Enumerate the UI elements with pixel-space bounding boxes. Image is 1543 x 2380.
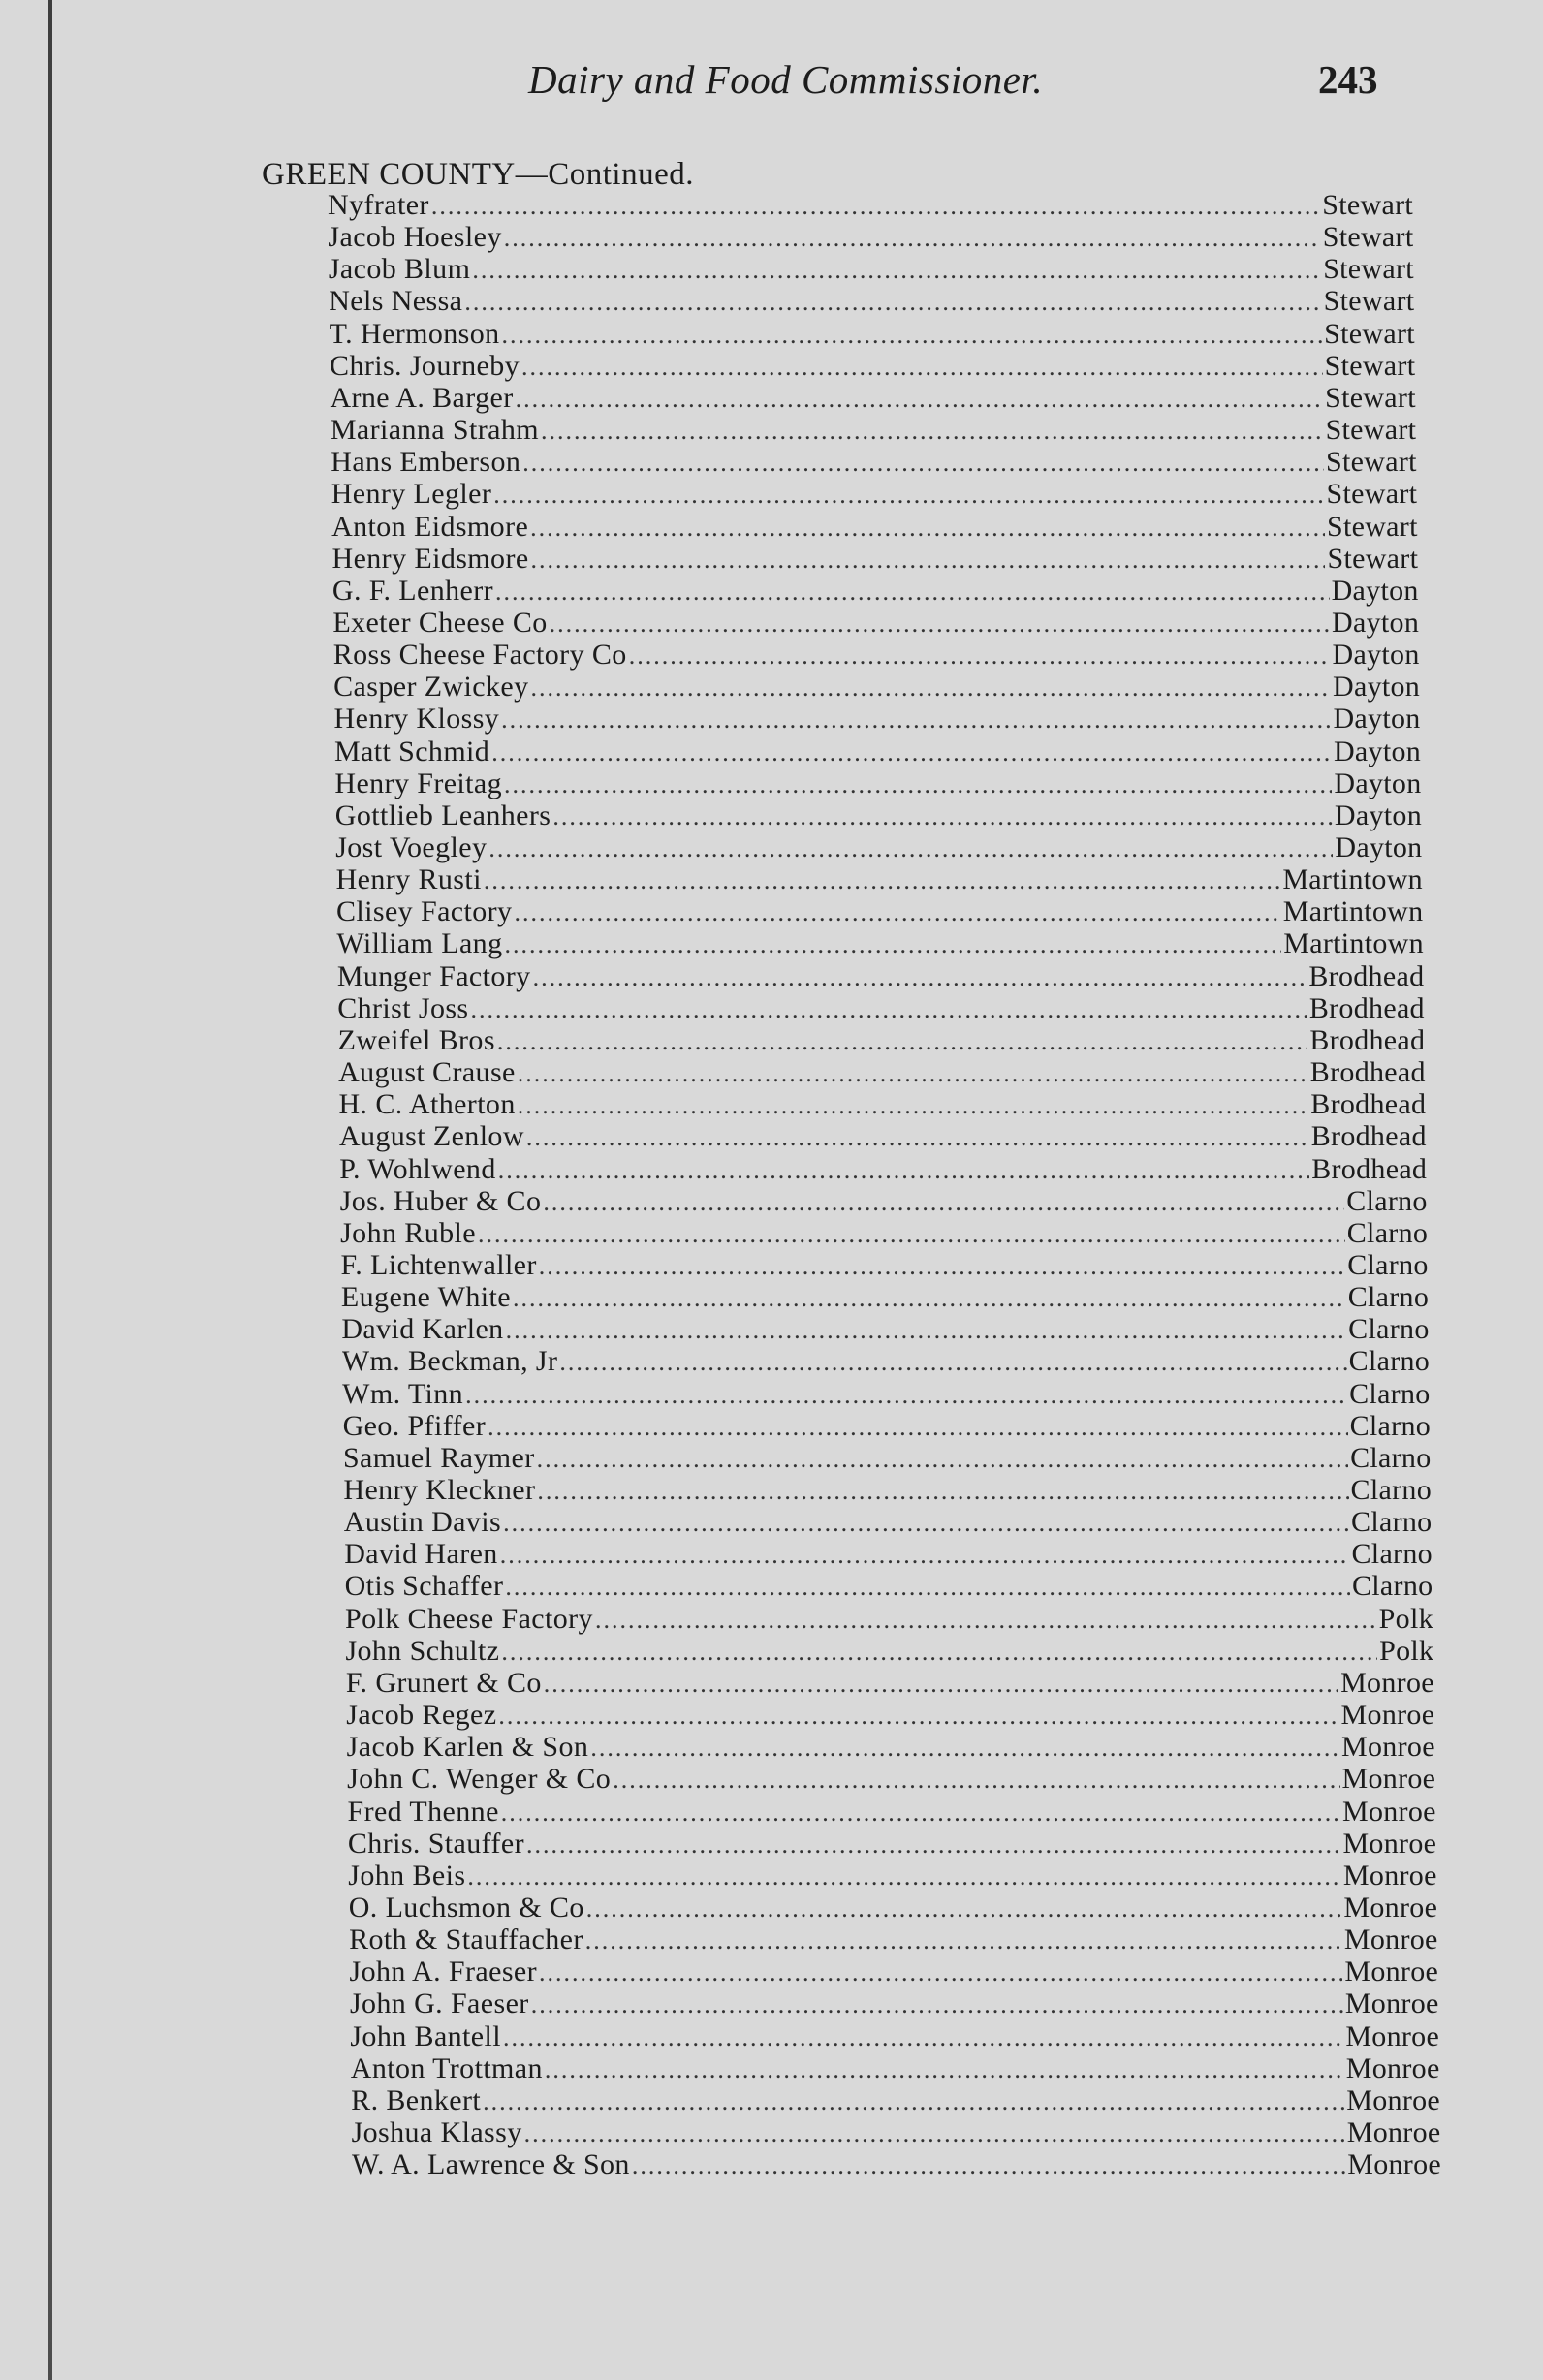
dot-leader	[467, 1861, 1341, 1892]
entry-town: Clarno	[1347, 1281, 1430, 1314]
dot-leader	[613, 1764, 1339, 1795]
entry-name: R. Benkert	[351, 2083, 482, 2116]
running-title: Dairy and Food Commissioner.	[528, 57, 1044, 102]
dot-leader	[541, 415, 1324, 446]
entry-town: Stewart	[1326, 510, 1418, 543]
list-item	[336, 895, 1423, 927]
list-item	[335, 831, 1422, 863]
list-item	[342, 1378, 1430, 1410]
entry-town: Monroe	[1342, 1827, 1437, 1860]
list-item	[347, 1796, 1435, 1828]
dot-leader	[498, 1154, 1309, 1185]
entry-name: John Ruble	[340, 1216, 476, 1249]
entry-name: John G. Faeser	[349, 1988, 529, 2020]
dot-leader	[465, 1379, 1347, 1410]
dot-leader	[531, 672, 1331, 703]
entry-town: Clarno	[1346, 1184, 1428, 1217]
entry-name: Jacob Regez	[346, 1699, 497, 1732]
entry-town: Stewart	[1323, 253, 1414, 286]
entry-name: Chris. Journeby	[330, 349, 520, 382]
entry-town: Monroe	[1345, 2020, 1440, 2052]
entry-town: Dayton	[1334, 799, 1423, 831]
dot-leader	[491, 736, 1332, 767]
entry-town: Monroe	[1344, 1988, 1439, 2020]
entry-town: Monroe	[1343, 1891, 1438, 1924]
entry-name: Polk Cheese Factory	[345, 1602, 593, 1635]
dot-leader	[503, 1507, 1349, 1538]
list-item	[348, 1828, 1436, 1860]
dot-leader	[530, 512, 1325, 543]
list-item	[330, 318, 1415, 350]
dot-leader	[516, 383, 1323, 414]
list-item	[348, 1860, 1436, 1892]
list-item	[338, 1056, 1426, 1088]
entry-name: Geo. Pfiffer	[342, 1409, 487, 1442]
list-item	[333, 671, 1420, 703]
entry-town: Martintown	[1283, 927, 1424, 960]
list-item	[351, 2052, 1440, 2084]
dot-leader	[595, 1604, 1377, 1635]
entry-town: Clarno	[1351, 1506, 1433, 1539]
dot-leader	[504, 768, 1332, 799]
list-item	[350, 1988, 1439, 2020]
entry-town: Clarno	[1349, 1409, 1432, 1442]
entry-town: Dayton	[1333, 703, 1421, 736]
entry-name: Henry Eidsmore	[331, 542, 529, 575]
entry-name: Wm. Beckman, Jr	[341, 1345, 558, 1378]
list-item	[349, 1892, 1437, 1924]
entry-name: Jacob Blum	[328, 253, 471, 286]
entry-name: David Karlen	[341, 1313, 504, 1346]
entry-town: Dayton	[1334, 767, 1422, 799]
dot-leader	[629, 640, 1331, 671]
list-item	[339, 1153, 1427, 1185]
dot-leader	[550, 608, 1330, 639]
entry-name: Jacob Karlen & Son	[346, 1731, 589, 1764]
dot-leader	[483, 2085, 1344, 2116]
dot-leader	[471, 993, 1307, 1024]
dot-leader	[505, 1571, 1350, 1602]
dot-leader	[501, 704, 1331, 735]
list-item	[352, 2116, 1441, 2148]
entry-name: John C. Wenger & Co	[347, 1763, 612, 1796]
list-item	[332, 607, 1419, 639]
entry-name: Fred Thenne	[347, 1795, 499, 1828]
entry-name: P. Wohlwend	[339, 1152, 496, 1185]
entry-town: Dayton	[1332, 671, 1421, 704]
entry-name: Wm. Tinn	[342, 1377, 464, 1410]
dot-leader	[537, 1443, 1348, 1474]
entry-town: Stewart	[1322, 189, 1413, 221]
page-number: 243	[1318, 57, 1378, 102]
entry-name: Christ Joss	[337, 991, 469, 1024]
entry-town: Stewart	[1326, 478, 1418, 511]
dot-leader	[488, 832, 1333, 863]
entry-name: Jos. Huber & Co	[339, 1184, 542, 1217]
dot-leader	[518, 1057, 1308, 1088]
entry-town: Brodhead	[1308, 991, 1425, 1024]
list-item	[334, 767, 1421, 799]
dot-leader	[524, 2117, 1345, 2148]
entry-name: Anton Eidsmore	[331, 510, 529, 543]
dot-leader	[493, 479, 1324, 510]
dot-leader	[539, 1250, 1345, 1281]
list-item	[342, 1345, 1430, 1377]
entry-name: Exeter Cheese Co	[332, 606, 548, 639]
dot-leader	[521, 351, 1323, 382]
entry-town: Clarno	[1348, 1345, 1431, 1378]
list-item	[343, 1410, 1431, 1442]
entry-town: Stewart	[1324, 349, 1416, 382]
entry-town: Clarno	[1351, 1538, 1433, 1571]
list-item	[340, 1185, 1428, 1217]
entry-town: Stewart	[1325, 414, 1417, 447]
entry-town: Clarno	[1348, 1313, 1430, 1346]
dot-leader	[501, 1636, 1377, 1667]
dot-leader	[495, 576, 1330, 607]
dot-leader	[504, 928, 1281, 959]
entry-name: Roth & Stauffacher	[349, 1924, 583, 1957]
dot-leader	[586, 1893, 1342, 1924]
entry-name: Ross Cheese Factory Co	[332, 639, 627, 672]
dot-leader	[559, 1346, 1346, 1377]
entry-town: Polk	[1378, 1602, 1433, 1635]
list-item	[331, 414, 1416, 446]
list-item	[349, 1924, 1438, 1956]
entry-town: Monroe	[1340, 1699, 1435, 1732]
list-item	[352, 2148, 1441, 2180]
dot-leader	[431, 190, 1320, 221]
entry-town: Monroe	[1341, 1763, 1436, 1796]
list-item	[338, 1088, 1426, 1120]
dot-leader	[504, 222, 1321, 253]
entry-town: Stewart	[1323, 285, 1415, 318]
entry-name: F. Grunert & Co	[345, 1666, 542, 1699]
entry-name: August Crause	[338, 1056, 516, 1089]
entry-name: August Zenlow	[338, 1120, 524, 1153]
entry-name: Arne A. Barger	[330, 381, 514, 414]
dot-leader	[501, 1797, 1340, 1828]
entry-name: Nyfrater	[328, 189, 429, 221]
list-item	[343, 1442, 1432, 1474]
list-item	[329, 253, 1414, 285]
entry-town: Brodhead	[1310, 1120, 1427, 1153]
list-item	[330, 382, 1415, 414]
entry-town: Dayton	[1333, 735, 1422, 767]
entry-name: Jost Voegley	[335, 831, 488, 863]
dot-leader	[531, 544, 1326, 575]
entry-town: Clarno	[1351, 1570, 1433, 1603]
entry-name: Samuel Raymer	[342, 1441, 535, 1474]
entry-town: Stewart	[1322, 221, 1414, 254]
dot-leader	[539, 1957, 1342, 1988]
entry-name: Eugene White	[340, 1281, 511, 1314]
list-item	[331, 511, 1418, 543]
entry-town: Brodhead	[1310, 1088, 1427, 1121]
dot-leader	[484, 864, 1280, 895]
entry-town: Brodhead	[1308, 959, 1425, 992]
entry-town: Monroe	[1340, 1666, 1434, 1699]
dot-leader	[632, 2149, 1345, 2180]
list-item	[350, 2020, 1439, 2052]
list-item	[332, 543, 1419, 575]
dot-leader	[503, 2021, 1343, 2052]
dot-leader	[533, 961, 1307, 992]
list-item	[344, 1506, 1433, 1538]
entry-town: Monroe	[1341, 1731, 1435, 1764]
entry-town: Brodhead	[1311, 1152, 1428, 1185]
entry-name: Henry Kleckner	[343, 1474, 536, 1506]
list-item	[347, 1731, 1435, 1763]
entry-town: Brodhead	[1309, 1056, 1426, 1089]
entry-name: Hans Emberson	[331, 446, 521, 479]
entry-name: G. F. Lenherr	[331, 574, 493, 607]
list-item	[346, 1667, 1434, 1699]
dot-leader	[472, 254, 1321, 285]
entry-town: Clarno	[1347, 1248, 1429, 1281]
list-item	[347, 1763, 1435, 1795]
page-binding-edge	[48, 0, 52, 2380]
entry-town: Monroe	[1342, 1859, 1437, 1892]
entry-name: Gottlieb Leanhers	[334, 799, 551, 831]
list-item	[331, 478, 1418, 510]
list-item	[337, 960, 1425, 992]
entry-town: Dayton	[1331, 574, 1419, 607]
list-item	[337, 992, 1425, 1024]
dot-leader	[585, 1925, 1342, 1956]
section-heading: GREEN COUNTY—Continued.	[262, 157, 694, 192]
list-item	[340, 1217, 1428, 1249]
entry-town: Stewart	[1327, 542, 1419, 575]
list-item	[341, 1313, 1429, 1345]
list-item	[344, 1538, 1433, 1570]
entry-name: John Bantell	[350, 2020, 501, 2052]
list-item	[336, 863, 1423, 895]
entry-town: Monroe	[1346, 2116, 1441, 2148]
entry-name: Henry Legler	[331, 478, 492, 511]
entry-town: Monroe	[1345, 2051, 1440, 2084]
list-item	[334, 703, 1421, 735]
list-item	[341, 1281, 1429, 1313]
dot-leader	[514, 896, 1280, 927]
entry-name: H. C. Atherton	[338, 1088, 516, 1121]
entry-name: Clisey Factory	[336, 895, 513, 928]
entry-name: Anton Trottman	[350, 2051, 543, 2084]
list-item	[343, 1474, 1432, 1506]
dot-leader	[488, 1411, 1347, 1442]
dot-leader	[526, 1829, 1340, 1860]
list-item	[336, 927, 1424, 959]
entry-town: Clarno	[1350, 1474, 1432, 1506]
list-item	[346, 1699, 1434, 1731]
entry-name: John Schultz	[345, 1634, 500, 1667]
list-item	[328, 189, 1413, 221]
entry-name: Zweifel Bros	[337, 1023, 495, 1056]
list-item	[334, 736, 1421, 767]
dot-leader	[478, 1218, 1345, 1249]
list-item	[332, 575, 1419, 607]
entry-town: Monroe	[1343, 1924, 1438, 1957]
list-item	[345, 1635, 1433, 1667]
dot-leader	[498, 1700, 1338, 1731]
running-head	[0, 56, 1543, 114]
entry-name: Marianna Strahm	[330, 414, 539, 447]
list-item	[328, 221, 1413, 253]
entry-name: Matt Schmid	[333, 735, 490, 767]
dot-leader	[544, 1668, 1338, 1699]
entry-name: Munger Factory	[336, 959, 531, 992]
entry-town: Monroe	[1347, 2148, 1441, 2181]
entry-town: Clarno	[1349, 1377, 1431, 1410]
dot-leader	[526, 1121, 1309, 1152]
entry-name: John Beis	[348, 1859, 466, 1892]
list-item	[338, 1024, 1426, 1056]
entry-town: Martintown	[1282, 895, 1424, 928]
entry-town: Monroe	[1346, 2083, 1441, 2116]
entry-town: Monroe	[1341, 1795, 1436, 1828]
dot-leader	[545, 2053, 1344, 2084]
entry-town: Dayton	[1332, 606, 1420, 639]
entry-town: Stewart	[1325, 381, 1416, 414]
list-item	[339, 1120, 1427, 1152]
dot-leader	[522, 447, 1324, 478]
dot-leader	[590, 1732, 1339, 1763]
dot-leader	[500, 1539, 1350, 1570]
list-item	[341, 1249, 1429, 1281]
entry-name: David Haren	[344, 1538, 498, 1571]
entry-name: Henry Freitag	[334, 767, 503, 799]
list-item	[351, 2084, 1440, 2116]
entry-name: Jacob Hoesley	[328, 221, 502, 254]
entry-name: John A. Fraeser	[349, 1956, 538, 1989]
dot-leader	[543, 1186, 1344, 1217]
entry-name: Chris. Stauffer	[347, 1827, 524, 1860]
entry-town: Clarno	[1346, 1216, 1429, 1249]
dot-leader	[537, 1475, 1348, 1506]
dot-leader	[513, 1282, 1346, 1313]
entry-town: Brodhead	[1309, 1023, 1426, 1056]
list-item	[350, 1956, 1439, 1988]
list-item	[333, 639, 1420, 671]
dot-leader	[552, 800, 1333, 831]
entry-name: Henry Rusti	[335, 863, 482, 896]
entry-town: Stewart	[1326, 446, 1417, 479]
entry-name: Henry Klossy	[333, 703, 500, 736]
entry-town: Dayton	[1332, 639, 1420, 672]
dot-leader	[506, 1314, 1347, 1345]
list-item	[331, 446, 1417, 478]
dot-leader	[497, 1025, 1307, 1056]
dot-leader	[464, 286, 1321, 317]
list-item	[345, 1603, 1433, 1635]
entry-name: Otis Schaffer	[344, 1570, 504, 1603]
dot-leader	[531, 1989, 1343, 2020]
entry-name: O. Luchsmon & Co	[348, 1891, 584, 1924]
entry-name: Casper Zwickey	[333, 671, 529, 704]
list-item	[330, 350, 1415, 382]
entry-town: Stewart	[1324, 317, 1415, 350]
entry-name: T. Hermonson	[329, 317, 500, 350]
entry-name: F. Lichtenwaller	[340, 1248, 537, 1281]
entry-name: William Lang	[336, 927, 503, 960]
entry-town: Monroe	[1344, 1956, 1439, 1989]
entry-town: Dayton	[1335, 831, 1423, 863]
dot-leader	[518, 1089, 1309, 1120]
entry-town: Polk	[1379, 1634, 1434, 1667]
entry-name: Joshua Klassy	[351, 2116, 522, 2148]
dot-leader	[502, 319, 1323, 350]
entry-name: Nels Nessa	[329, 285, 463, 318]
list-item	[329, 285, 1414, 317]
entry-town: Martintown	[1282, 863, 1423, 896]
list-item	[335, 799, 1422, 831]
entry-name: W. A. Lawrence & Son	[352, 2148, 630, 2181]
entry-name: Austin Davis	[343, 1506, 502, 1539]
list-item	[345, 1570, 1433, 1602]
entry-town: Clarno	[1350, 1441, 1432, 1474]
